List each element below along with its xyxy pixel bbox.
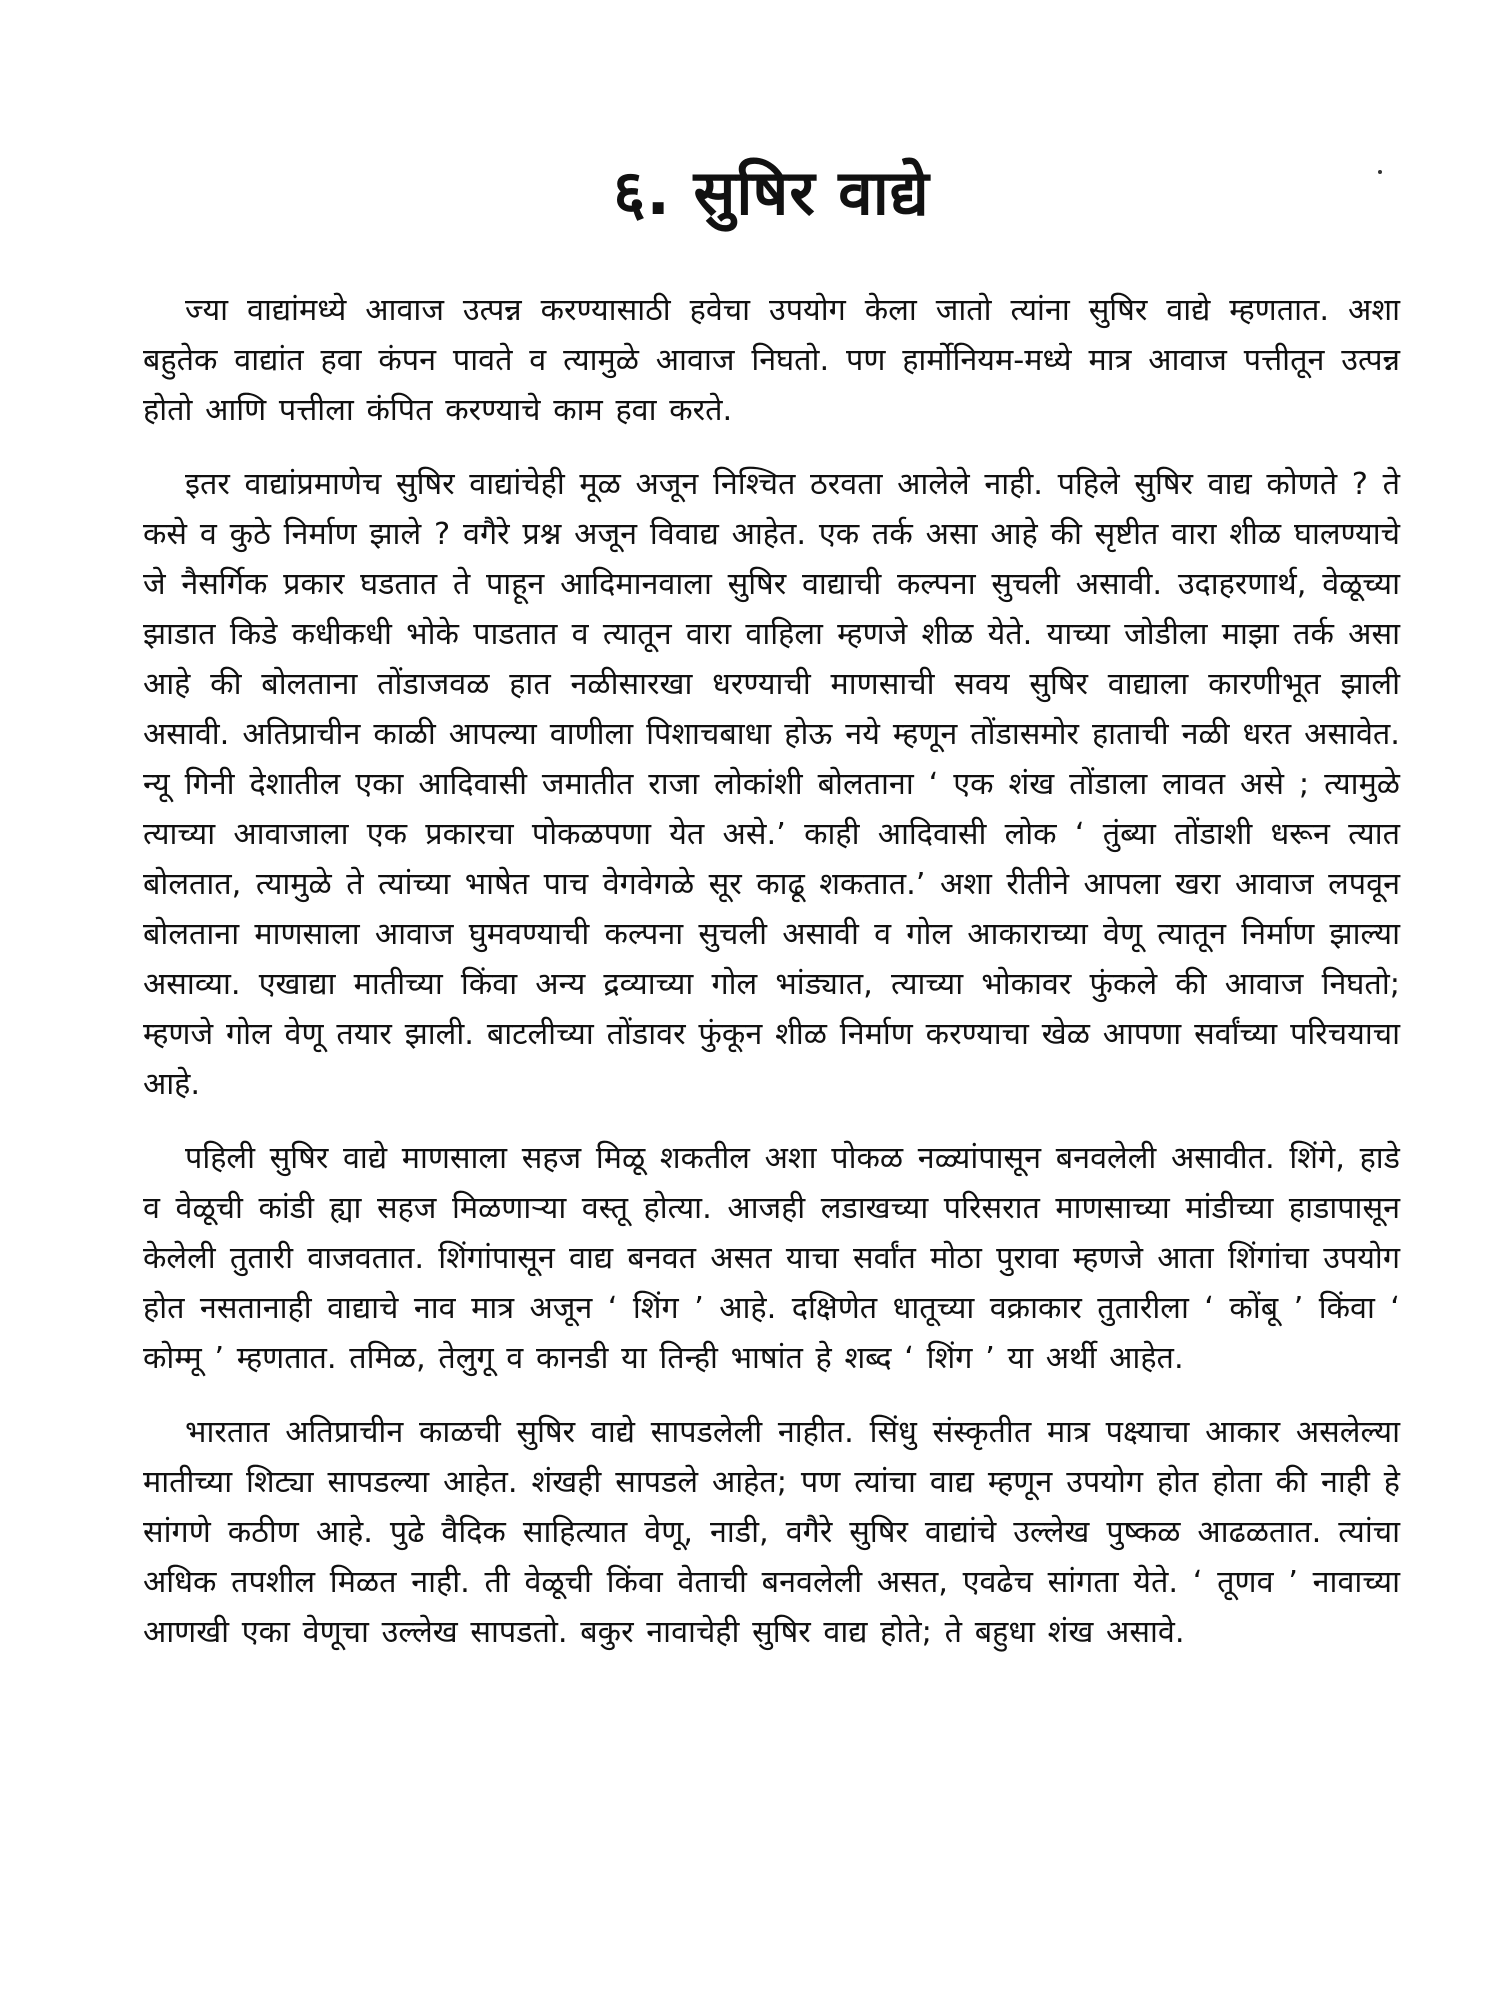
chapter-title: सुषिर वाद्ये — [693, 156, 930, 229]
paragraph: भारतात अतिप्राचीन काळची सुषिर वाद्ये सापडलेली नाहीत. सिंधु संस्कृतीत मात्र पक्ष्याचा आकार असलेल्या मातीच्या शिट्या सापडल्या आहेत. शंखही सापडले आहेत; पण त्यांचा वाद्य म्हणून उपयोग होत होता की नाही हे सांगणे कठीण आहे. पुढे वैदिक साहित्यात वेणू, नाडी, वगैरे सुषिर वाद्यांचे उल्लेख पुष्कळ आढळतात. त्यांचा अधिक तपशील मिळत नाही. ती वेळूची किंवा वेताची बनवलेली असत, एवढेच सांगता येते. ‘ तूणव ’ नावाच्या आणखी एका वेणूचा उल्लेख सापडतो. बकुर नावाचेही सुषिर वाद्य होते; ते बहुधा शंख असावे. — [143, 1415, 1400, 1650]
scan-speck — [1378, 170, 1382, 174]
paragraph: पहिली सुषिर वाद्ये माणसाला सहज मिळू शकतील अशा पोकळ नळ्यांपासून बनवलेली असावीत. शिंगे, हाडे व वेळूची कांडी ह्या सहज मिळणाऱ्या वस्तू होत्या. आजही लडाखच्या परिसरात माणसाच्या मांडीच्या हाडापासून केलेली तुतारी वाजवतात. शिंगांपासून वाद्य बनवत असत याचा सर्वांत मोठा पुरावा म्हणजे आता शिंगांचा उपयोग होत नसतानाही वाद्याचे नाव मात्र अजून ‘ शिंग ’ आहे. दक्षिणेत धातूच्या वक्राकार तुतारीला ‘ कोंबू ’ किंवा ‘ कोम्मू ’ म्हणतात. तमिळ, तेलुगू व कानडी या तिन्ही भाषांत हे शब्द ‘ शिंग ’ या अर्थी आहेत. — [143, 1141, 1400, 1376]
paragraph: इतर वाद्यांप्रमाणेच सुषिर वाद्यांचेही मूळ अजून निश्चित ठरवता आलेले नाही. पहिले सुषिर वाद्य कोणते ? ते कसे व कुठे निर्माण झाले ? वगैरे प्रश्न अजून विवाद्य आहेत. एक तर्क असा आहे की सृष्टीत वारा शीळ घालण्याचे जे नैसर्गिक प्रकार घडतात ते पाहून आदिमानवाला सुषिर वाद्याची कल्पना सुचली असावी. उदाहरणार्थ, वेळूच्या झाडात किडे कधीकधी भोके पाडतात व त्यातून वारा वाहिला म्हणजे शीळ येते. याच्या जोडीला माझा तर्क असा आहे की बोलताना तोंडाजवळ हात नळीसारखा धरण्याची माणसाची सवय सुषिर वाद्याला कारणीभूत झाली असावी. अतिप्राचीन काळी आपल्या वाणीला पिशाचबाधा होऊ नये म्हणून तोंडासमोर हाताची नळी धरत असावेत. न्यू गिनी देशातील एका आदिवासी जमातीत राजा लोकांशी बोलताना ‘ एक शंख तोंडाला लावत असे ; त्यामुळे त्याच्या आवाजाला एक प्रकारचा पोकळपणा येत असे.’ काही आदिवासी लोक ‘ तुंब्या तोंडाशी धरून त्यात बोलतात, त्यामुळे ते त्यांच्या भाषेत पाच वेगवेगळे सूर काढू शकतात.’ अशा रीतीने आपला खरा आवाज लपवून बोलताना माणसाला आवाज घुमवण्याची कल्पना सुचली असावी व गोल आकाराच्या वेणू त्यातून निर्माण झाल्या असाव्या. एखाद्या मातीच्या किंवा अन्य द्रव्याच्या गोल भांड्यात, त्याच्या भोकावर फुंकले की आवाज निघतो; म्हणजे गोल वेणू तयार झाली. बाटलीच्या तोंडावर फुंकून शीळ निर्माण करण्याचा खेळ आपणा सर्वांच्या परिचयाचा आहे. — [143, 467, 1400, 1102]
paragraph: ज्या वाद्यांमध्ये आवाज उत्पन्न करण्यासाठी हवेचा उपयोग केला जातो त्यांना सुषिर वाद्ये म्हणतात. अशा बहुतेक वाद्यांत हवा कंपन पावते व त्यामुळे आवाज निघतो. पण हार्मोनियम-मध्ये मात्र आवाज पत्तीतून उत्पन्न होतो आणि पत्तीला कंपित करण्याचे काम हवा करते. — [143, 293, 1400, 428]
chapter-number: ६. — [613, 156, 671, 229]
chapter-heading — [143, 148, 1400, 238]
